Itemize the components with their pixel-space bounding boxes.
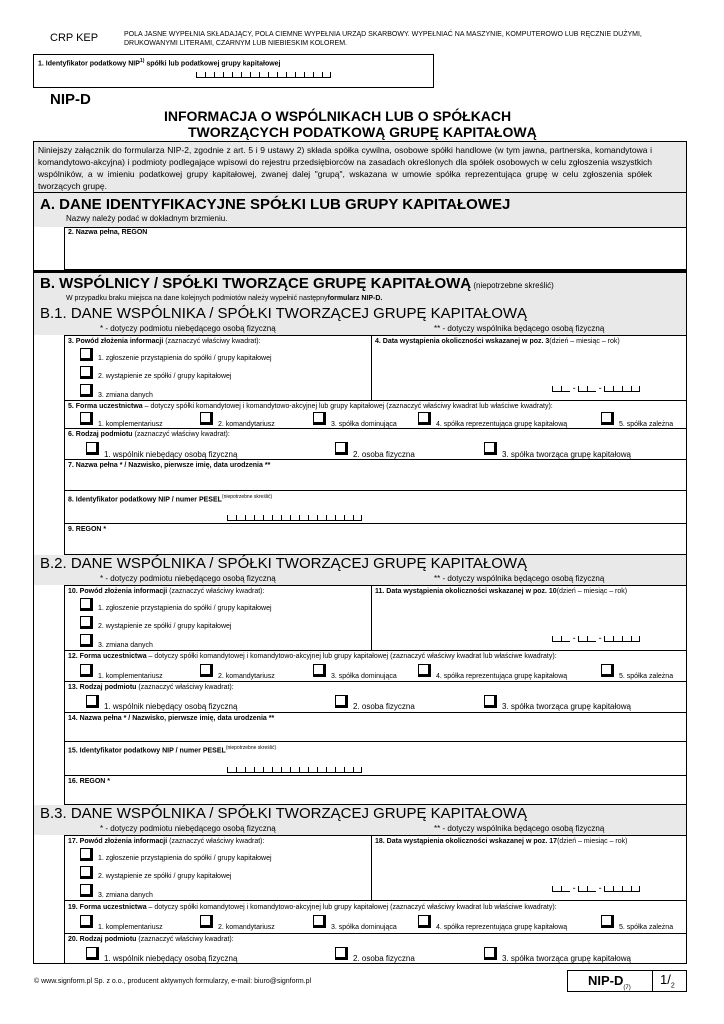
b2-form-checkbox-4[interactable] (418, 664, 431, 677)
b3-type-hint: (zaznaczyć właściwy kwadrat): (136, 936, 234, 943)
form-title-1: INFORMACJA O WSPÓLNIKACH LUB O SPÓŁKACH (164, 108, 512, 124)
b2-form-checkbox-2[interactable] (200, 664, 213, 677)
b2-form-option-2: 2. komandytariusz (218, 673, 275, 680)
b2-nip-label-text: 15. Identyfikator podatkowy NIP / numer PESEL (68, 747, 226, 755)
b1-form-checkbox-4[interactable] (418, 412, 431, 425)
b2-form-label-text: 12. Forma uczestnictwa (68, 653, 147, 660)
b2-reason-option-1: 1. zgłoszenie przystąpienia do spółki / grupy kapitałowej (98, 605, 272, 612)
b3-form-option-2: 2. komandytariusz (218, 924, 275, 931)
b2-form-option-3: 3. spółka dominująca (331, 673, 397, 680)
footer-form-code (588, 972, 631, 991)
b3-form-label-text: 19. Forma uczestnictwa (68, 904, 147, 911)
page-current: 1 (660, 972, 668, 987)
b2-note-left: * - dotyczy podmiotu niebędącego osobą fizyczną (100, 574, 276, 583)
b1-type-option-1: 1. wspólnik niebędący osobą fizyczną (104, 450, 238, 459)
page-number (660, 972, 675, 990)
b1-reason-option-3: 3. zmiana danych (98, 392, 153, 399)
section-b-note-bold: formularz NIP-D. (327, 295, 383, 302)
b2-type-checkbox-1[interactable] (86, 695, 99, 708)
b1-form-checkbox-1[interactable] (80, 412, 93, 425)
b3-title: B.3. DANE WSPÓLNIKA / SPÓŁKI TWORZĄCEJ GRUPĘ KAPITAŁOWĄ (40, 805, 528, 822)
b2-regon-field[interactable] (64, 775, 687, 805)
b3-note-right: ** - dotyczy wspólnika będącego osobą fizyczną (434, 824, 605, 833)
b3-type-option-3: 3. spółka tworząca grupę kapitałową (502, 954, 631, 963)
b1-form-label (68, 402, 553, 411)
b3-form-option-4: 4. spółka reprezentująca grupę kapitałową (436, 924, 568, 931)
b1-reason-checkbox-3[interactable] (80, 384, 93, 397)
b3-reason-option-3: 3. zmiana danych (98, 892, 153, 899)
b1-form-hint: – dotyczy spółki komandytowej i komandytowo-akcyjnej lub grupy kapitałowej (zaznaczyć właściwy kwadrat lub właściwe kwadraty): (142, 403, 553, 410)
b1-nip-label (68, 493, 272, 504)
b3-reason-option-2: 2. wystąpienie ze spółki / grupy kapitałowej (98, 873, 232, 880)
b3-form-checkbox-3[interactable] (313, 915, 326, 928)
b2-form-label (68, 652, 557, 661)
b3-reason-checkbox-2[interactable] (80, 866, 93, 879)
section-b-title: B. WSPÓLNICY / SPÓŁKI TWORZĄCE GRUPĘ KAPITAŁOWĄ (40, 275, 472, 292)
b2-reason-checkbox-2[interactable] (80, 616, 93, 629)
b3-type-checkbox-3[interactable] (484, 947, 497, 960)
b1-form-option-4: 4. spółka reprezentująca grupę kapitałową (436, 421, 568, 428)
b2-form-option-1: 1. komplementariusz (98, 673, 163, 680)
b1-type-checkbox-3[interactable] (484, 442, 497, 455)
b3-form-checkbox-2[interactable] (200, 915, 213, 928)
b2-reason-hint: (zaznaczyć właściwy kwadrat): (167, 588, 265, 595)
b1-regon-label: 9. REGON * (68, 526, 107, 533)
b3-type-label-text: 20. Rodzaj podmiotu (68, 936, 137, 943)
b1-regon-field[interactable] (64, 523, 687, 555)
b2-regon-label: 16. REGON * (68, 778, 111, 785)
b2-date-label-text: 11. Data wystąpienia okoliczności wskazanej w poz. 10 (375, 588, 557, 595)
page-slash: / (667, 972, 671, 987)
b1-form-option-3: 3. spółka dominująca (331, 421, 397, 428)
b2-type-label (68, 683, 234, 692)
b2-reason-label-text: 10. Powód złożenia informacji (68, 588, 168, 595)
b2-note-right: ** - dotyczy wspólnika będącego osobą fizyczną (434, 574, 605, 583)
b2-nip-label (68, 744, 276, 755)
b3-form-option-1: 1. komplementariusz (98, 924, 163, 931)
b2-title: B.2. DANE WSPÓLNIKA / SPÓŁKI TWORZĄCEJ GRUPĘ KAPITAŁOWĄ (40, 555, 528, 572)
field2-label: 2. Nazwa pełna, REGON (68, 229, 148, 236)
b1-type-label-text: 6. Rodzaj podmiotu (68, 431, 133, 438)
field1-sup: 1) (139, 58, 145, 64)
b2-form-checkbox-3[interactable] (313, 664, 326, 677)
b1-date-label (375, 337, 620, 346)
b3-form-option-5: 5. spółka zależna (619, 924, 674, 931)
b3-type-option-2: 2. osoba fizyczna (353, 954, 415, 963)
b1-type-checkbox-2[interactable] (335, 442, 348, 455)
b1-type-label (68, 430, 230, 439)
b3-reason-option-1: 1. zgłoszenie przystąpienia do spółki / grupy kapitałowej (98, 855, 272, 862)
b1-reason-checkbox-2[interactable] (80, 366, 93, 379)
section-a-title: A. DANE IDENTYFIKACYJNE SPÓŁKI LUB GRUPY KAPITAŁOWEJ (40, 196, 511, 213)
b2-reason-checkbox-3[interactable] (80, 634, 93, 647)
field1-label-text: 1. Identyfikator podatkowy NIP (38, 60, 140, 68)
form-title-2: TWORZĄCYCH PODATKOWĄ GRUPĘ KAPITAŁOWĄ (188, 124, 537, 140)
b1-name-label: 7. Nazwa pełna * / Nazwisko, pierwsze imię, data urodzenia ** (68, 462, 271, 469)
b3-reason-checkbox-1[interactable] (80, 848, 93, 861)
b2-form-checkbox-1[interactable] (80, 664, 93, 677)
b3-form-option-3: 3. spółka dominująca (331, 924, 397, 931)
b1-form-checkbox-3[interactable] (313, 412, 326, 425)
b2-type-hint: (zaznaczyć właściwy kwadrat): (136, 684, 234, 691)
form-code: NIP-D (50, 91, 91, 108)
section-b-title-note: (niepotrzebne skreślić) (471, 281, 554, 290)
b2-reason-option-3: 3. zmiana danych (98, 642, 153, 649)
section-b-note (66, 294, 382, 303)
b1-form-checkbox-5[interactable] (601, 412, 614, 425)
b3-type-checkbox-2[interactable] (335, 947, 348, 960)
field1-label-suffix: spółki lub podatkowej grupy kapitałowej (144, 60, 281, 68)
b1-form-label-text: 5. Forma uczestnictwa (68, 403, 143, 410)
b1-reason-option-1: 1. zgłoszenie przystąpienia do spółki / grupy kapitałowej (98, 355, 272, 362)
b1-reason-checkbox-1[interactable] (80, 348, 93, 361)
b2-reason-checkbox-1[interactable] (80, 598, 93, 611)
b2-form-hint: – dotyczy spółki komandytowej i komandytowo-akcyjnej lub grupy kapitałowej (zaznaczyć właściwy kwadrat lub właściwe kwadraty): (146, 653, 557, 660)
footer-code-text: NIP-D (588, 973, 624, 988)
b2-date-label (375, 587, 627, 596)
b1-form-option-5: 5. spółka zależna (619, 421, 674, 428)
b1-reason-option-2: 2. wystąpienie ze spółki / grupy kapitałowej (98, 373, 232, 380)
b3-reason-label (68, 837, 264, 846)
b3-reason-label-text: 17. Powód złożenia informacji (68, 838, 168, 845)
b1-nip-note: (niepotrzebne skreślić) (221, 494, 273, 500)
b2-type-option-2: 2. osoba fizyczna (353, 702, 415, 711)
footer-version: (7) (623, 985, 631, 992)
b1-date-label-text: 4. Data wystąpienia okoliczności wskazanej w poz. 3 (375, 338, 550, 345)
b1-type-hint: (zaznaczyć właściwy kwadrat): (132, 431, 230, 438)
b1-type-checkbox-1[interactable] (86, 442, 99, 455)
b3-form-checkbox-1[interactable] (80, 915, 93, 928)
b3-form-checkbox-4[interactable] (418, 915, 431, 928)
b3-form-hint: – dotyczy spółki komandytowej i komandytowo-akcyjnej lub grupy kapitałowej (zaznaczyć właściwy kwadrat lub właściwe kwadraty): (146, 904, 557, 911)
b1-type-option-3: 3. spółka tworząca grupę kapitałową (502, 450, 631, 459)
b2-type-checkbox-2[interactable] (335, 695, 348, 708)
b3-form-label (68, 903, 557, 912)
b3-type-label (68, 935, 234, 944)
b3-note-left: * - dotyczy podmiotu niebędącego osobą fizyczną (100, 824, 276, 833)
footer-copyright: © www.signform.pl Sp. z o.o., producent aktywnych formularzy, e-mail: biuro@signform.pl (34, 978, 312, 985)
section-b-note-text: W przypadku braku miejsca na dane kolejnych podmiotów należy wypełnić następny (66, 295, 328, 302)
b1-nip-cells[interactable] (227, 515, 362, 521)
b1-date-hint: (dzień – miesiąc – rok) (549, 338, 620, 345)
header-instructions: POLA JASNE WYPEŁNIA SKŁADAJĄCY, POLA CIEMNE WYPEŁNIA URZĄD SKARBOWY. WYPEŁNIAĆ NA MASZYNIE, KOMPUTEROWO LUB RĘCZNIE DUŻYMI, DRUKOWANYMI LITERAMI, CZARNYM LUB NIEBIESKIM KOLOREM. (124, 31, 642, 47)
b2-type-label-text: 13. Rodzaj podmiotu (68, 684, 137, 691)
b3-type-option-1: 1. wspólnik niebędący osobą fizyczną (104, 954, 238, 963)
b1-note-right: ** - dotyczy wspólnika będącego osobą fizyczną (434, 324, 605, 333)
b1-note-left: * - dotyczy podmiotu niebędącego osobą fizyczną (100, 324, 276, 333)
b1-nip-label-text: 8. Identyfikator podatkowy NIP / numer PESEL (68, 496, 222, 504)
b2-type-option-1: 1. wspólnik niebędący osobą fizyczną (104, 702, 238, 711)
b1-title: B.1. DANE WSPÓLNIKA / SPÓŁKI TWORZĄCEJ GRUPĘ KAPITAŁOWĄ (40, 305, 528, 322)
b2-nip-note: (niepotrzebne skreślić) (225, 745, 277, 751)
b1-type-option-2: 2. osoba fizyczna (353, 450, 415, 459)
b1-reason-label (68, 337, 261, 346)
b2-form-checkbox-5[interactable] (601, 664, 614, 677)
b2-form-option-4: 4. spółka reprezentująca grupę kapitałową (436, 673, 568, 680)
nip-cells[interactable] (196, 72, 331, 78)
b3-reason-checkbox-3[interactable] (80, 884, 93, 897)
b2-date-hint: (dzień – miesiąc – rok) (556, 588, 628, 595)
b2-reason-option-2: 2. wystąpienie ze spółki / grupy kapitałowej (98, 623, 232, 630)
b2-form-option-5: 5. spółka zależna (619, 673, 674, 680)
b3-type-checkbox-1[interactable] (86, 947, 99, 960)
b1-form-option-1: 1. komplementariusz (98, 421, 163, 428)
b3-date-hint: (dzień – miesiąc – rok) (557, 838, 628, 845)
section-a-note: Nazwy należy podać w dokładnym brzmieniu. (66, 214, 228, 223)
b2-nip-cells[interactable] (227, 767, 362, 773)
b1-reason-hint: (zaznaczyć właściwy kwadrat): (163, 338, 261, 345)
b1-date-cells[interactable]: - - (552, 386, 640, 392)
b2-reason-label (68, 587, 264, 596)
name-regon-field[interactable] (64, 227, 687, 270)
crp-kep-label: CRP KEP (50, 32, 99, 44)
b2-type-checkbox-3[interactable] (484, 695, 497, 708)
b1-form-checkbox-2[interactable] (200, 412, 213, 425)
section-b-title-line (40, 275, 554, 293)
b2-name-label: 14. Nazwa pełna * / Nazwisko, pierwsze imię, data urodzenia ** (68, 715, 275, 722)
b2-date-cells[interactable]: - - (552, 636, 640, 642)
b1-form-option-2: 2. komandytariusz (218, 421, 275, 428)
page-total: 2 (670, 982, 675, 990)
b3-date-cells[interactable]: - - (552, 886, 640, 892)
b1-reason-label-text: 3. Powód złożenia informacji (68, 338, 164, 345)
field1-label (38, 57, 281, 68)
b2-type-option-3: 3. spółka tworząca grupę kapitałową (502, 702, 631, 711)
b3-date-label-text: 18. Data wystąpienia okoliczności wskazanej w poz. 17 (375, 838, 558, 845)
b3-form-checkbox-5[interactable] (601, 915, 614, 928)
intro-text: Niniejszy załącznik do formularza NIP-2, zgodnie z art. 5 i 9 ustawy 2) składa spółka cywilna, osobowe spółki handlowe (w tym jawna, partnerska, komandytowa i komandytowo-akcyjna) i podmioty podlegające wpisowi do rejestru przedsiębiorców na zasadach określonych dla spółek osobowych w celu zgłoszenia wszystkich wspólników, a w imieniu podatkowej grupy kapitałowej, zwanej dalej "grupą", wskazana w umowie spółka reprezentująca grupę w celu zgłoszenia spółek tworzących grupę. (38, 145, 652, 191)
b3-date-label (375, 837, 628, 846)
b3-reason-hint: (zaznaczyć właściwy kwadrat): (167, 838, 265, 845)
